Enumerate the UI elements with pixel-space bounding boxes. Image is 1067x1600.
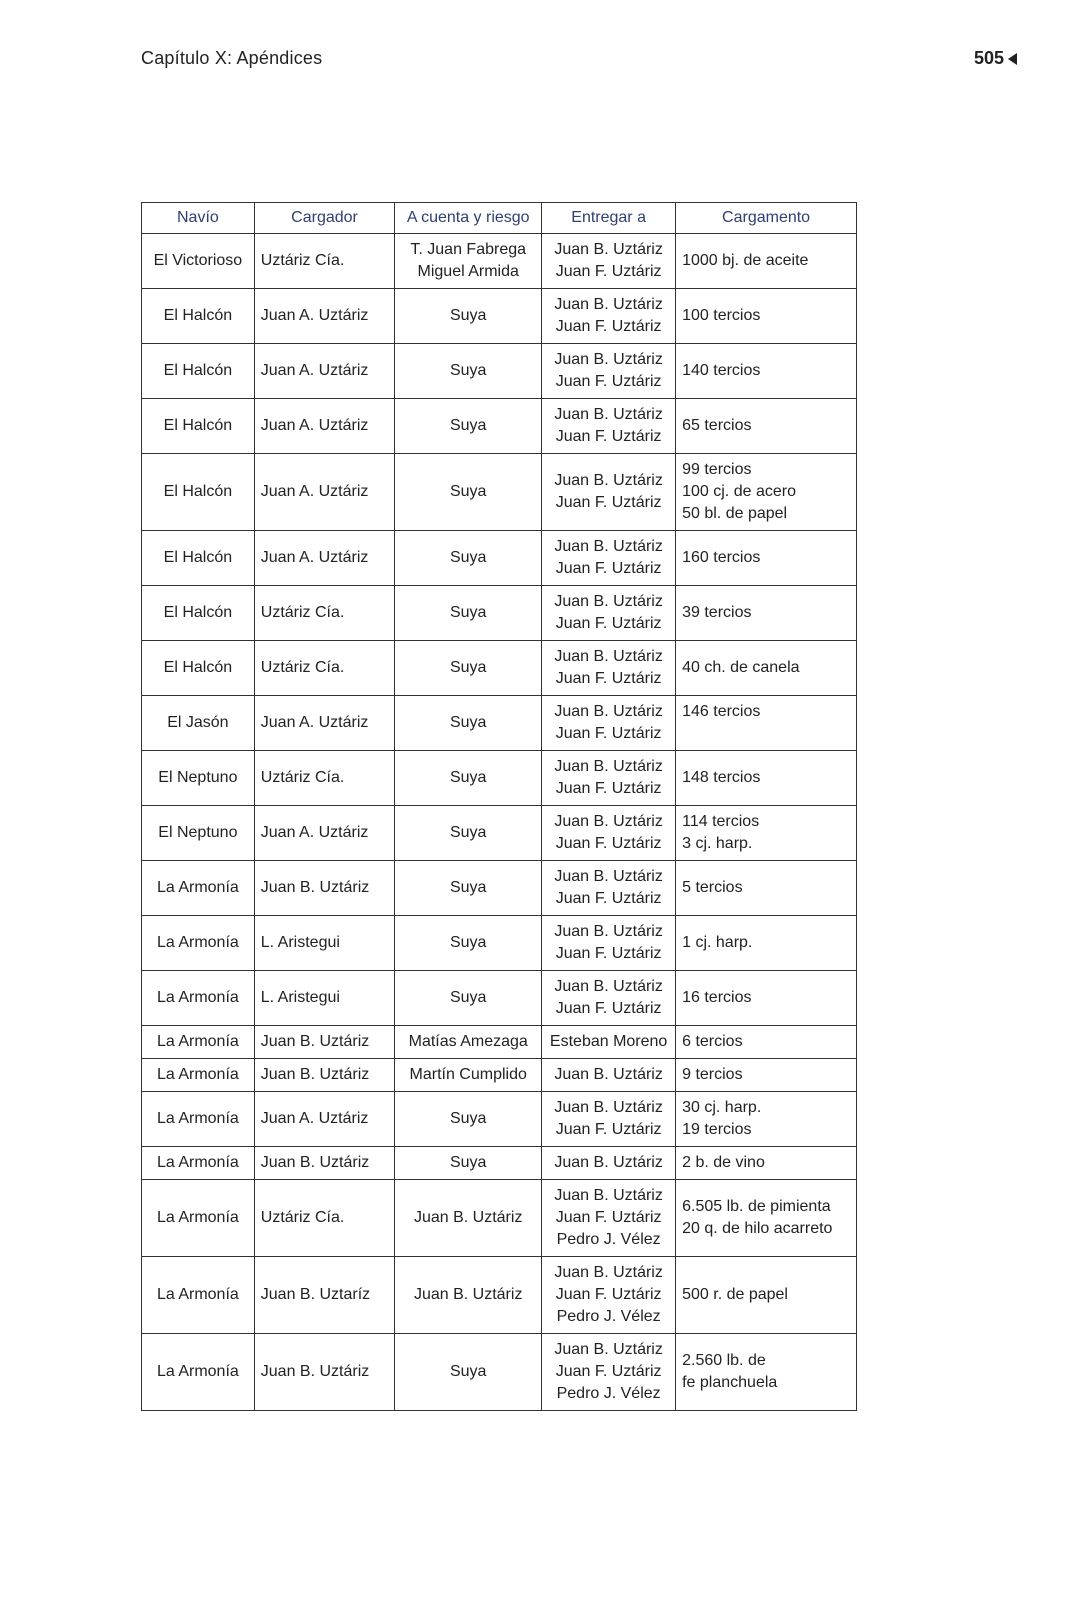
cell-cuenta-line: Suya — [449, 714, 487, 731]
cell-cargamento — [676, 1257, 857, 1334]
cell-cargamento-line: 16 tercios — [682, 989, 752, 1006]
cell-cargador: Juan A. Uztáriz — [254, 531, 395, 586]
table-row — [142, 454, 857, 531]
cell-entregar — [542, 806, 676, 861]
cell-cuenta — [395, 1334, 542, 1411]
cell-cargamento-line: 2 b. de vino — [682, 1154, 765, 1171]
cell-entregar-line: Juan F. Uztáriz — [555, 780, 662, 797]
cell-cuenta — [395, 1257, 542, 1334]
cell-entregar — [542, 916, 676, 971]
cell-cargamento — [676, 586, 857, 641]
table-header-row — [142, 203, 857, 234]
cell-cargador: Juan A. Uztáriz — [254, 806, 395, 861]
cell-navio: La Armonía — [142, 861, 255, 916]
cell-cuenta — [395, 1180, 542, 1257]
page-number-text: 505 — [973, 48, 1004, 68]
cell-entregar-line: Juan B. Uztáriz — [554, 758, 663, 775]
cell-cargador: L. Aristegui — [254, 971, 395, 1026]
cell-entregar-line: Juan F. Uztáriz — [555, 560, 662, 577]
column-header-cuenta: A cuenta y riesgo — [395, 203, 542, 234]
cell-cuenta — [395, 1092, 542, 1147]
cell-cargamento-line: 40 ch. de canela — [682, 659, 800, 676]
cell-entregar — [542, 1147, 676, 1180]
cell-entregar-line: Juan B. Uztáriz — [554, 406, 663, 423]
cell-cuenta — [395, 751, 542, 806]
cell-entregar-line: Juan F. Uztáriz — [555, 725, 662, 742]
cell-cuenta-line: Suya — [449, 824, 487, 841]
cell-cargamento — [676, 1026, 857, 1059]
cell-cargador: L. Aristegui — [254, 916, 395, 971]
cell-cargamento-line: 114 tercios — [682, 813, 760, 830]
table-row — [142, 1180, 857, 1257]
table-body — [142, 234, 857, 1411]
cell-entregar — [542, 289, 676, 344]
page-number — [974, 48, 1017, 69]
cell-cargamento — [676, 861, 857, 916]
cell-cuenta-line: Suya — [449, 604, 487, 621]
cell-entregar-line: Juan B. Uztáriz — [554, 703, 663, 720]
cell-entregar-line: Juan B. Uztáriz — [554, 1341, 663, 1358]
cell-entregar-line: Juan F. Uztáriz — [555, 373, 662, 390]
cell-cargamento-line: 148 tercios — [682, 769, 761, 786]
cell-entregar-line: Juan F. Uztáriz — [555, 318, 662, 335]
cell-cargador: Juan A. Uztáriz — [254, 454, 395, 531]
cell-cuenta — [395, 531, 542, 586]
cell-navio: El Halcón — [142, 454, 255, 531]
cell-cargador: Uztáriz Cía. — [254, 751, 395, 806]
cell-entregar-line: Juan B. Uztáriz — [554, 296, 663, 313]
cell-cargador: Juan A. Uztáriz — [254, 399, 395, 454]
cell-cargador: Juan B. Uztáriz — [254, 1334, 395, 1411]
cell-entregar-line: Juan B. Uztáriz — [554, 978, 663, 995]
cell-cargamento-line — [682, 723, 850, 745]
cell-navio: El Neptuno — [142, 751, 255, 806]
cell-entregar — [542, 454, 676, 531]
cell-cargamento — [676, 971, 857, 1026]
cell-cargador: Juan B. Uztáriz — [254, 1147, 395, 1180]
column-header-entregar: Entregar a — [542, 203, 676, 234]
cell-cuenta-line: Martín Cumplido — [409, 1066, 527, 1083]
cell-navio: La Armonía — [142, 1180, 255, 1257]
cell-cargamento-line: 6 tercios — [682, 1033, 743, 1050]
cell-cargamento — [676, 234, 857, 289]
table-row — [142, 1257, 857, 1334]
column-header-navio: Navío — [142, 203, 255, 234]
cell-cargamento — [676, 531, 857, 586]
cell-entregar-line: Juan B. Uztáriz — [554, 868, 663, 885]
cell-cuenta-line: Miguel Armida — [417, 263, 519, 280]
cell-navio: El Halcón — [142, 344, 255, 399]
cell-navio: El Victorioso — [142, 234, 255, 289]
running-head: Capítulo X: Apéndices — [141, 48, 323, 68]
cell-entregar-line: Juan F. Uztáriz — [555, 1209, 662, 1226]
cell-cuenta — [395, 1026, 542, 1059]
cell-navio: El Halcón — [142, 531, 255, 586]
cell-entregar-line: Juan F. Uztáriz — [555, 428, 662, 445]
cell-navio: El Halcón — [142, 641, 255, 696]
table-row — [142, 1026, 857, 1059]
cell-cargamento-line: 160 tercios — [682, 549, 761, 566]
cell-cargamento-line: 99 tercios — [682, 461, 752, 478]
cell-entregar-line: Juan F. Uztáriz — [555, 945, 662, 962]
table-row — [142, 916, 857, 971]
cell-cargador: Juan A. Uztáriz — [254, 1092, 395, 1147]
table-row — [142, 696, 857, 751]
cell-entregar-line: Pedro J. Vélez — [556, 1308, 661, 1325]
cell-cuenta — [395, 641, 542, 696]
cell-cargamento-line: 5 tercios — [682, 879, 743, 896]
column-header-cargador: Cargador — [254, 203, 395, 234]
cell-entregar-line: Juan B. Uztáriz — [554, 538, 663, 555]
cargo-table — [141, 202, 857, 1411]
cell-cargamento — [676, 1180, 857, 1257]
cell-cargamento — [676, 1092, 857, 1147]
cell-navio: La Armonía — [142, 1257, 255, 1334]
cell-navio: La Armonía — [142, 1026, 255, 1059]
cell-cargador: Juan A. Uztáriz — [254, 344, 395, 399]
cell-cargador: Uztáriz Cía. — [254, 1180, 395, 1257]
cell-navio: El Halcón — [142, 399, 255, 454]
cell-entregar — [542, 234, 676, 289]
cell-entregar-line: Juan F. Uztáriz — [555, 1121, 662, 1138]
cell-entregar-line: Juan B. Uztáriz — [554, 1154, 663, 1171]
cell-cargamento-line: 100 cj. de acero — [682, 483, 796, 500]
cell-entregar-line: Juan B. Uztáriz — [554, 648, 663, 665]
cell-cargamento-line: 2.560 lb. de — [682, 1352, 766, 1369]
cell-cuenta — [395, 971, 542, 1026]
table-row — [142, 1059, 857, 1092]
cell-entregar — [542, 399, 676, 454]
table-row — [142, 289, 857, 344]
cell-cuenta — [395, 344, 542, 399]
cell-cargamento — [676, 1334, 857, 1411]
cell-navio: La Armonía — [142, 971, 255, 1026]
cell-cuenta — [395, 399, 542, 454]
cell-entregar-line: Juan F. Uztáriz — [555, 1000, 662, 1017]
cell-cargamento — [676, 806, 857, 861]
cell-cargador: Juan B. Uztaríz — [254, 1257, 395, 1334]
cell-entregar — [542, 1092, 676, 1147]
cell-cargador: Juan B. Uztáriz — [254, 1059, 395, 1092]
cell-navio: El Jasón — [142, 696, 255, 751]
table-row — [142, 971, 857, 1026]
cell-cuenta-line: Suya — [449, 879, 487, 896]
cell-cuenta-line: Juan B. Uztáriz — [413, 1209, 523, 1226]
cell-cargamento-line: fe planchuela — [682, 1374, 778, 1391]
cell-cuenta-line: Suya — [449, 769, 487, 786]
cell-entregar-line: Juan F. Uztáriz — [555, 670, 662, 687]
table-row — [142, 344, 857, 399]
cell-cuenta — [395, 234, 542, 289]
cell-cargamento-line: 500 r. de papel — [682, 1286, 788, 1303]
cell-entregar-line: Juan B. Uztáriz — [554, 1066, 663, 1083]
cell-entregar-line: Juan B. Uztáriz — [554, 1099, 663, 1116]
cell-navio: La Armonía — [142, 1147, 255, 1180]
table-row — [142, 234, 857, 289]
cell-cuenta-line: Suya — [449, 483, 487, 500]
cell-cargamento — [676, 696, 857, 751]
column-header-cargamento: Cargamento — [676, 203, 857, 234]
cell-cuenta — [395, 586, 542, 641]
cell-cargamento — [676, 751, 857, 806]
cell-navio: La Armonía — [142, 916, 255, 971]
cell-entregar — [542, 1059, 676, 1092]
cell-entregar-line: Pedro J. Vélez — [556, 1385, 661, 1402]
cell-entregar — [542, 696, 676, 751]
cell-entregar — [542, 971, 676, 1026]
cell-cargamento-line: 100 tercios — [682, 307, 761, 324]
cell-entregar-line: Juan F. Uztáriz — [555, 615, 662, 632]
cell-cargamento-line: 140 tercios — [682, 362, 761, 379]
cell-entregar-line: Juan F. Uztáriz — [555, 1286, 662, 1303]
cell-cargamento-line: 9 tercios — [682, 1066, 743, 1083]
cell-entregar-line: Juan B. Uztáriz — [554, 1187, 663, 1204]
cell-entregar-line: Juan B. Uztáriz — [554, 813, 663, 830]
cell-navio: La Armonía — [142, 1092, 255, 1147]
cell-cargamento — [676, 916, 857, 971]
table-row — [142, 1147, 857, 1180]
cell-cuenta-line: Juan B. Uztáriz — [413, 1286, 523, 1303]
cell-cuenta-line: Suya — [449, 549, 487, 566]
cell-navio: El Halcón — [142, 586, 255, 641]
cell-entregar — [542, 751, 676, 806]
cell-cuenta-line: Suya — [449, 362, 487, 379]
cell-entregar — [542, 861, 676, 916]
cell-cargamento-line: 146 tercios — [682, 703, 761, 720]
cell-cuenta — [395, 1147, 542, 1180]
cell-entregar-line: Juan F. Uztáriz — [555, 263, 662, 280]
table-row — [142, 1334, 857, 1411]
cell-entregar — [542, 531, 676, 586]
cell-cargamento — [676, 641, 857, 696]
cell-cuenta-line: Suya — [449, 1154, 487, 1171]
cell-cargador: Uztáriz Cía. — [254, 234, 395, 289]
table-row — [142, 861, 857, 916]
cell-cuenta-line: Suya — [449, 659, 487, 676]
cell-cuenta-line: Suya — [449, 1110, 487, 1127]
cell-cargador: Juan B. Uztáriz — [254, 861, 395, 916]
cell-cargamento — [676, 1059, 857, 1092]
cell-cuenta-line: T. Juan Fabrega — [410, 241, 527, 258]
cell-entregar-line: Juan B. Uztáriz — [554, 241, 663, 258]
cell-cuenta — [395, 861, 542, 916]
cell-entregar-line: Juan B. Uztáriz — [554, 1264, 663, 1281]
cell-cargador: Juan A. Uztáriz — [254, 696, 395, 751]
table-row — [142, 751, 857, 806]
cell-cargamento-line: 3 cj. harp. — [682, 835, 753, 852]
cell-entregar-line: Juan B. Uztáriz — [554, 472, 663, 489]
cell-cargamento-line: 1000 bj. de aceite — [682, 252, 809, 269]
cell-entregar-line: Juan F. Uztáriz — [555, 1363, 662, 1380]
cell-entregar-line: Pedro J. Vélez — [556, 1231, 661, 1248]
cell-cargador: Uztáriz Cía. — [254, 586, 395, 641]
cell-entregar — [542, 1180, 676, 1257]
cell-cuenta-line: Suya — [449, 417, 487, 434]
cell-cargamento — [676, 399, 857, 454]
cell-cargamento-line: 30 cj. harp. — [682, 1099, 762, 1116]
cell-cuenta — [395, 454, 542, 531]
cell-entregar — [542, 1334, 676, 1411]
cell-cargamento — [676, 344, 857, 399]
cell-cuenta-line: Suya — [449, 1363, 487, 1380]
cell-cargamento-line: 19 tercios — [682, 1121, 752, 1138]
cell-cargamento — [676, 454, 857, 531]
cell-entregar — [542, 641, 676, 696]
cell-entregar — [542, 1257, 676, 1334]
cell-cargamento-line: 50 bl. de papel — [682, 505, 788, 522]
cell-cuenta — [395, 806, 542, 861]
cell-cuenta-line: Matías Amezaga — [408, 1033, 528, 1050]
cell-cargamento — [676, 289, 857, 344]
cell-entregar-line: Juan F. Uztáriz — [555, 494, 662, 511]
cell-cargamento-line: 6.505 lb. de pimienta — [682, 1198, 831, 1215]
table-row — [142, 399, 857, 454]
cell-entregar — [542, 1026, 676, 1059]
table-row — [142, 806, 857, 861]
cell-cuenta-line: Suya — [449, 307, 487, 324]
cell-entregar — [542, 586, 676, 641]
cell-navio: El Halcón — [142, 289, 255, 344]
cell-navio: La Armonía — [142, 1334, 255, 1411]
cell-cuenta — [395, 289, 542, 344]
cell-navio: La Armonía — [142, 1059, 255, 1092]
table-row — [142, 586, 857, 641]
cell-entregar-line: Juan B. Uztáriz — [554, 593, 663, 610]
cell-entregar-line: Juan F. Uztáriz — [555, 890, 662, 907]
cell-cargamento-line: 39 tercios — [682, 604, 752, 621]
cell-entregar — [542, 344, 676, 399]
cell-cargamento-line: 65 tercios — [682, 417, 752, 434]
cell-entregar-line: Juan F. Uztáriz — [555, 835, 662, 852]
cell-cuenta — [395, 696, 542, 751]
table-row — [142, 1092, 857, 1147]
cell-entregar-line: Juan B. Uztáriz — [554, 923, 663, 940]
cell-cargamento-line: 20 q. de hilo acarreto — [682, 1220, 833, 1237]
cell-cargador: Uztáriz Cía. — [254, 641, 395, 696]
cell-cuenta-line: Suya — [449, 989, 487, 1006]
table-row — [142, 531, 857, 586]
cell-cuenta — [395, 1059, 542, 1092]
cell-entregar-line: Esteban Moreno — [549, 1033, 668, 1050]
cell-cuenta-line: Suya — [449, 934, 487, 951]
cell-cargador: Juan A. Uztáriz — [254, 289, 395, 344]
cell-cuenta — [395, 916, 542, 971]
left-triangle-icon — [1008, 53, 1017, 65]
cell-cargamento — [676, 1147, 857, 1180]
cell-entregar-line: Juan B. Uztáriz — [554, 351, 663, 368]
cell-navio: El Neptuno — [142, 806, 255, 861]
table-row — [142, 641, 857, 696]
cell-cargamento-line: 1 cj. harp. — [682, 934, 753, 951]
cell-cargador: Juan B. Uztáriz — [254, 1026, 395, 1059]
